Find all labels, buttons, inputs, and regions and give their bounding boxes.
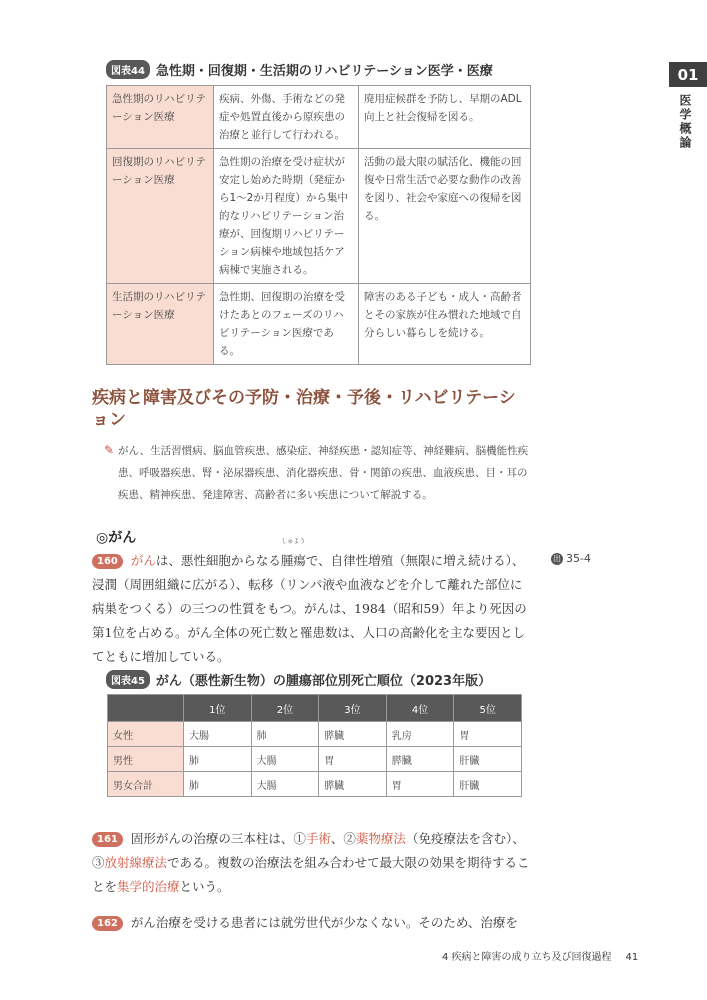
table-cell: 膵臓 [319,722,387,747]
column-header: 1位 [184,695,252,722]
paragraph-number-badge: 160 [92,554,123,569]
paragraph-161 [92,827,532,899]
table-cell: 肝臓 [454,747,522,772]
table-cell: 大腸 [251,747,319,772]
highlight-term: がん [130,553,156,568]
column-header [108,695,184,722]
table-cell: 肺 [251,722,319,747]
paragraph-number-badge: 162 [92,916,123,931]
row-header: 男女合計 [108,772,184,797]
description-cell: 疾病、外傷、手術などの発症や処置直後から原疾患の治療と並行して行われる。 [214,86,359,149]
period-cell: 急性期のリハビリテーション医療 [107,86,214,149]
footer-chapter: 4 疾病と障害の成り立ち及び回復過程 [442,952,612,963]
period-cell: 回復期のリハビリテーション医療 [107,149,214,284]
ruby-word [280,538,306,573]
paragraph-number-badge: 161 [92,832,123,847]
table-row [108,747,522,772]
highlight-term: 放射線療法 [104,855,168,870]
figure45-table [107,694,522,797]
past-exam-reference [551,552,591,565]
highlight-term: 手術 [305,831,331,846]
section-title: 疾病と障害及びその予防・治療・予後・リハビリテーション [92,388,516,430]
exam-icon: 出 [553,553,561,563]
paragraph-text: （免疫療法を含む）、③ [92,831,525,870]
period-cell: 生活期のリハビリテーション医療 [107,284,214,365]
paragraph-text: がん治療を受ける患者には就労世代が少なくない。そのため、治療を [130,915,518,930]
column-header: 2位 [251,695,319,722]
highlight-term: 薬物療法 [355,831,406,846]
ruby-base: 腫瘍 [280,553,306,568]
subsection-title: ◎がん [96,530,137,546]
goal-cell: 障害のある子ども・成人・高齢者とその家族が住み慣れた地域で自分らしい暮らしを続ける。 [359,284,531,365]
table-cell: 肺 [184,747,252,772]
paragraph-text: は、悪性細胞からなる [155,553,281,568]
table-row [107,149,531,284]
ruby-reading: しゅよう [281,538,306,545]
description-cell: 急性期の治療を受け症状が安定し始めた時期（発症から1〜2か月程度）から集中的なリハビリテーション治療が、回復期リハビリテーション病棟や地域包括ケア病棟で実施される。 [214,149,359,284]
chapter-number: 01 [669,62,707,87]
table-cell: 大腸 [251,772,319,797]
table-cell: 肝臓 [454,772,522,797]
column-header: 5位 [454,695,522,722]
figure44-table [106,85,531,365]
section-intro: がん、生活習慣病、脳血管疾患、感染症、神経疾患・認知症等、神経難病、脳機能性疾患、呼吸器疾患、腎・泌尿器疾患、消化器疾患、骨・関節の疾患、血液疾患、目・耳の疾患、精神疾患、発達障害、高齢者に多い疾患について解説する。 [118,445,529,501]
goal-cell: 廃用症候群を予防し、早期のADL向上と社会復帰を図る。 [359,86,531,149]
row-header: 女性 [108,722,184,747]
figure45-caption: がん（悪性新生物）の腫瘍部位別死亡順位（2023年版） [155,674,492,689]
page-number: 41 [625,952,639,963]
table-cell: 胃 [454,722,522,747]
highlight-term: 集学的治療 [117,879,180,894]
figure45-label: 図表45 [106,670,150,689]
table-row [108,772,522,797]
page-footer [442,948,638,963]
paragraph-162 [92,911,532,935]
paragraph-text: 固形がんの治療の三本柱は、① [130,831,306,846]
figure44-label: 図表44 [106,60,150,79]
chapter-label: 医学概論 [678,94,692,150]
description-cell: 急性期、回復期の治療を受けたあとのフェーズのリハビリテーション医療である。 [214,284,359,365]
paragraph-text: で、自律性増殖（無限に増え続ける）、浸潤（周囲組織に広がる）、転移（リンパ液や血液などを介して離れた部位に病巣をつくる）の三つの性質をもつ。がんは、1984（昭和59）年より死因の第1位を占める。がん全体の死亡数と罹患数は、人口の高齢化を主な要因としてともに増加している。 [92,553,527,664]
figure45-title [106,670,491,689]
paragraph-text: という。 [179,879,230,894]
table-row [107,284,531,365]
table-header-row [108,695,522,722]
paragraph-text: である。複数の治療法を組み合わせて最大限の効果を期待することを [92,855,530,894]
goal-cell: 活動の最大限の賦活化、機能の回復や日常生活で必要な動作の改善を図り、社会や家庭への復帰を図る。 [359,149,531,284]
row-header: 男性 [108,747,184,772]
table-row [108,722,522,747]
table-cell: 膵臓 [386,747,454,772]
column-header: 4位 [386,695,454,722]
pencil-icon: ✎ [104,443,115,457]
table-cell: 肺 [184,772,252,797]
figure44-caption: 急性期・回復期・生活期のリハビリテーション医学・医療 [155,64,493,79]
table-cell: 大腸 [184,722,252,747]
figure44-title [106,60,493,79]
table-cell: 胃 [386,772,454,797]
table-cell: 膵臓 [319,772,387,797]
column-header: 3位 [319,695,387,722]
table-cell: 胃 [319,747,387,772]
table-row [107,86,531,149]
paragraph-160 [92,538,532,669]
paragraph-text: 、② [330,831,356,846]
reference-number: 35-4 [566,552,591,565]
table-cell: 乳房 [386,722,454,747]
